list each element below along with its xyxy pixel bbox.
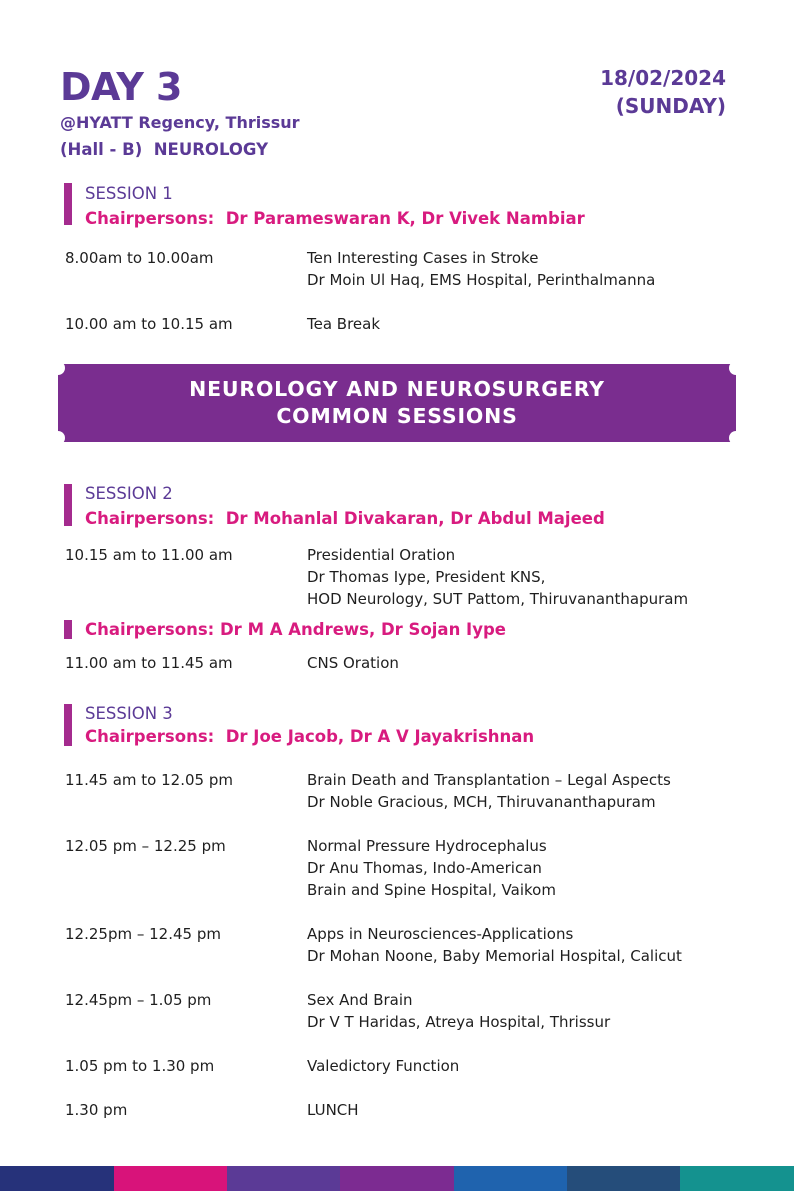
oration-chairs: Chairpersons: Dr M A Andrews, Dr Sojan Iype <box>85 620 506 639</box>
footer-stripe <box>567 1166 681 1191</box>
talk-title: Normal Pressure Hydrocephalus <box>307 837 547 855</box>
talk-title: Tea Break <box>307 315 381 333</box>
footer-stripe <box>114 1166 228 1191</box>
schedule-detail <box>307 769 671 813</box>
banner-corner <box>729 361 743 375</box>
banner-corner <box>51 431 65 445</box>
day-title: DAY 3 <box>60 65 183 109</box>
schedule-time: 11.00 am to 11.45 am <box>65 654 233 672</box>
talk-title: Brain Death and Transplantation – Legal Aspects <box>307 771 671 789</box>
event-date: 18/02/2024 <box>600 66 726 90</box>
talk-title: Valedictory Function <box>307 1057 460 1075</box>
hall-name: (Hall - B) NEUROLOGY <box>60 140 269 159</box>
footer-stripe <box>680 1166 794 1191</box>
talk-speaker: Dr Mohan Noone, Baby Memorial Hospital, Calicut <box>307 947 682 965</box>
venue: @HYATT Regency, Thrissur <box>60 113 300 132</box>
session-2-label: SESSION 2 <box>85 484 173 503</box>
talk-title: LUNCH <box>307 1101 359 1119</box>
talk-affiliation: Brain and Spine Hospital, Vaikom <box>307 881 556 899</box>
schedule-detail <box>307 1099 359 1121</box>
session-1-marker <box>64 183 72 225</box>
talk-title: CNS Oration <box>307 654 399 672</box>
schedule-time: 10.15 am to 11.00 am <box>65 546 233 564</box>
schedule-detail <box>307 313 380 335</box>
talk-affiliation: HOD Neurology, SUT Pattom, Thiruvananthapuram <box>307 590 689 608</box>
schedule-detail <box>307 247 655 291</box>
event-weekday: (SUNDAY) <box>615 94 726 118</box>
schedule-detail <box>307 989 610 1033</box>
talk-title: Ten Interesting Cases in Stroke <box>307 249 539 267</box>
session-3-marker <box>64 704 72 746</box>
schedule-detail <box>307 544 688 610</box>
footer-stripe <box>454 1166 568 1191</box>
session-2-marker <box>64 484 72 526</box>
schedule-time: 12.05 pm – 12.25 pm <box>65 837 226 855</box>
schedule-time: 12.25pm – 12.45 pm <box>65 925 221 943</box>
footer-stripe <box>227 1166 341 1191</box>
schedule-detail <box>307 1055 459 1077</box>
banner-line-2: COMMON SESSIONS <box>276 404 518 428</box>
talk-speaker: Dr Anu Thomas, Indo-American <box>307 859 542 877</box>
talk-speaker: Dr Thomas Iype, President KNS, <box>307 568 546 586</box>
schedule-time: 10.00 am to 10.15 am <box>65 315 233 333</box>
session-1-label: SESSION 1 <box>85 184 173 203</box>
talk-title: Apps in Neurosciences-Applications <box>307 925 574 943</box>
talk-title: Presidential Oration <box>307 546 456 564</box>
talk-speaker: Dr Moin Ul Haq, EMS Hospital, Perinthalmanna <box>307 271 656 289</box>
schedule-time: 1.05 pm to 1.30 pm <box>65 1057 215 1075</box>
session-3-label: SESSION 3 <box>85 704 173 723</box>
schedule-time: 12.45pm – 1.05 pm <box>65 991 212 1009</box>
common-sessions-banner <box>58 364 736 442</box>
banner-corner <box>51 361 65 375</box>
footer-stripe <box>0 1166 114 1191</box>
footer-stripe <box>340 1166 454 1191</box>
talk-speaker: Dr Noble Gracious, MCH, Thiruvananthapuram <box>307 793 656 811</box>
banner-line-1: NEUROLOGY AND NEUROSURGERY <box>189 377 605 401</box>
chairs-marker <box>64 620 72 639</box>
session-1-chairs: Chairpersons: Dr Parameswaran K, Dr Vivek Nambiar <box>85 209 585 228</box>
schedule-time: 1.30 pm <box>65 1101 128 1119</box>
session-3-chairs: Chairpersons: Dr Joe Jacob, Dr A V Jayakrishnan <box>85 727 535 746</box>
talk-title: Sex And Brain <box>307 991 413 1009</box>
schedule-time: 11.45 am to 12.05 pm <box>65 771 233 789</box>
session-2-chairs: Chairpersons: Dr Mohanlal Divakaran, Dr Abdul Majeed <box>85 509 605 528</box>
schedule-time: 8.00am to 10.00am <box>65 249 214 267</box>
schedule-detail <box>307 835 556 901</box>
banner-corner <box>729 431 743 445</box>
schedule-detail <box>307 923 682 967</box>
talk-speaker: Dr V T Haridas, Atreya Hospital, Thrissur <box>307 1013 611 1031</box>
schedule-detail <box>307 652 399 674</box>
